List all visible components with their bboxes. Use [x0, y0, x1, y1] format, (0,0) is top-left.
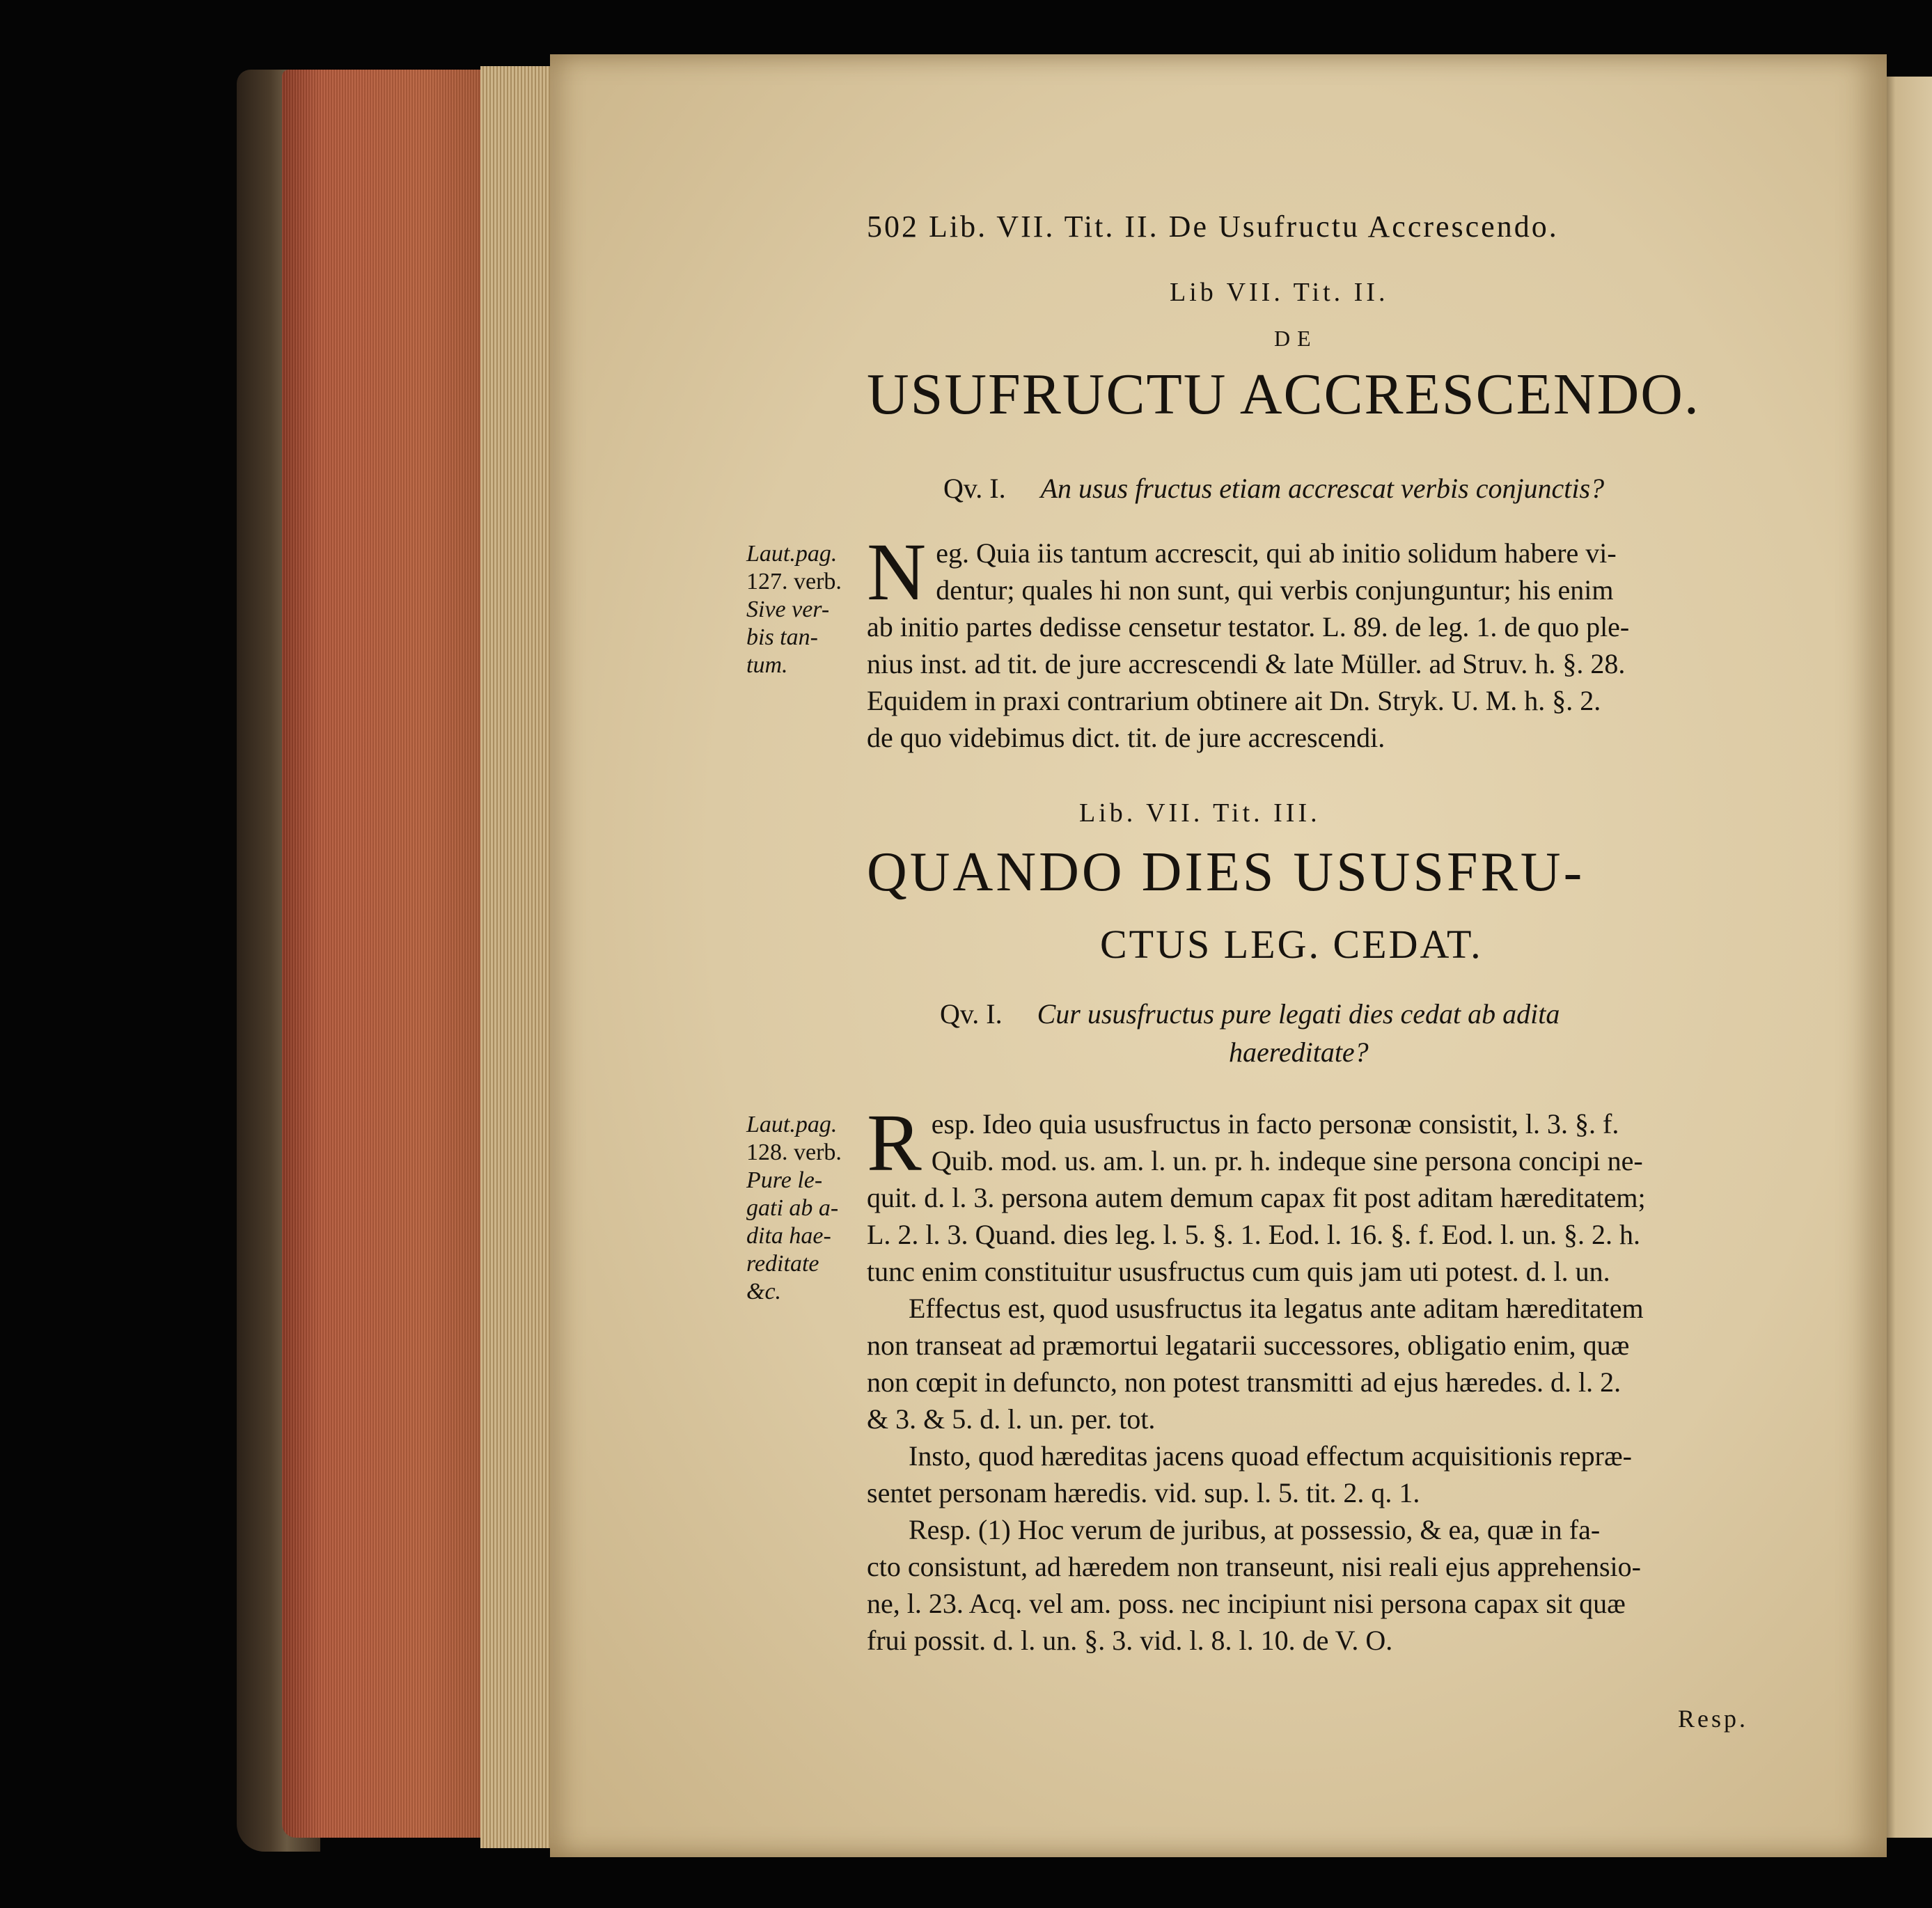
section1-dropcap: N: [867, 526, 927, 617]
margin-line: 127. verb.: [746, 569, 842, 594]
text-line: tunc enim constituitur ususfructus cum quis jam uti potest. d. l. un.: [867, 1256, 1610, 1287]
text-line: non transeat ad præmortui legatarii successores, obligatio enim, quæ: [867, 1330, 1630, 1361]
section2-dropcap: R: [867, 1097, 922, 1188]
text-line: ne, l. 23. Acq. vel am. poss. nec incipiunt nisi persona capax sit quæ: [867, 1588, 1626, 1619]
text-line: quit. d. l. 3. persona autem demum capax fit post aditam hæreditatem;: [867, 1182, 1646, 1213]
section2-title-continued: CTUS LEG. CEDAT.: [1100, 922, 1483, 967]
section2-question-continued: [1229, 1036, 1369, 1069]
running-head: 502 Lib. VII. Tit. II. De Usufructu Accrescendo.: [867, 210, 1559, 244]
margin-line: &c.: [746, 1279, 782, 1304]
text-line: Effectus est, quod ususfructus ita legatus ante aditam hæreditatem: [909, 1293, 1644, 1324]
margin-line: 128. verb.: [746, 1140, 842, 1165]
text-line: ab initio partes dedisse censetur testator. L. 89. de leg. 1. de quo ple-: [867, 611, 1630, 642]
margin-line: tum.: [746, 652, 788, 678]
margin-line: Laut.pag.: [746, 541, 838, 567]
section2-qv-text2: haereditate?: [1229, 1036, 1369, 1068]
section1-margin-note: [746, 540, 886, 679]
text-line: Quib. mod. us. am. l. un. pr. h. indeque sine persona concipi ne-: [931, 1145, 1643, 1176]
text-line: eg. Quia iis tantum accrescit, qui ab initio solidum habere vi-: [936, 537, 1617, 569]
section2-lib-tit: Lib. VII. Tit. III.: [1079, 798, 1321, 828]
facing-page-edge: [1880, 77, 1932, 1838]
text-line: L. 2. l. 3. Quand. dies leg. l. 5. §. 1. Eod. l. 16. §. f. Eod. l. un. §. 2. h.: [867, 1219, 1641, 1250]
section2-body: [867, 1097, 1754, 1659]
book-page: [550, 54, 1887, 1857]
section1-question: [943, 472, 1604, 505]
text-line: & 3. & 5. d. l. un. per. tot.: [867, 1403, 1156, 1435]
margin-line: Sive ver-: [746, 597, 830, 622]
text-line: esp. Ideo quia ususfructus in facto personæ consistit, l. 3. §. f.: [931, 1108, 1619, 1140]
text-line: non cœpit in defuncto, non potest transmitti ad ejus hæredes. d. l. 2.: [867, 1366, 1621, 1398]
section1-de: DE: [1274, 326, 1318, 351]
section2-qv-label: Qv. I.: [940, 998, 1003, 1030]
page-stack: [480, 66, 557, 1848]
text-line: sentet personam hæredis. vid. sup. l. 5. tit. 2. q. 1.: [867, 1477, 1420, 1508]
text-line: Insto, quod hæreditas jacens quoad effectum acquisitionis repræ-: [909, 1440, 1633, 1472]
section1-lib-tit: Lib VII. Tit. II.: [1170, 278, 1389, 307]
text-line: cto consistunt, ad hæredem non transeunt, nisi reali ejus apprehensio-: [867, 1551, 1641, 1582]
section1-qv-text: An usus fructus etiam accrescat verbis conjunctis?: [1040, 473, 1605, 504]
text-line: de quo videbimus dict. tit. de jure accrescendi.: [867, 722, 1385, 753]
text-line: frui possit. d. l. un. §. 3. vid. l. 8. l. 10. de V. O.: [867, 1625, 1393, 1656]
margin-line: bis tan-: [746, 624, 818, 650]
text-line: Resp. (1) Hoc verum de juribus, at possessio, & ea, quæ in fa-: [909, 1514, 1601, 1545]
text-line: nius inst. ad tit. de jure accrescendi & late Müller. ad Struv. h. §. 28.: [867, 648, 1626, 679]
section1-qv-label: Qv. I.: [943, 473, 1006, 504]
margin-line: dita hae-: [746, 1223, 831, 1249]
margin-line: Laut.pag.: [746, 1112, 838, 1137]
section1-title: USUFRUCTU ACCRESCENDO.: [867, 362, 1700, 427]
section2-title: QUANDO DIES USUSFRU-: [867, 842, 1585, 903]
margin-line: Pure le-: [746, 1167, 823, 1193]
section2-margin-note: [746, 1111, 886, 1306]
section2-question: [940, 998, 1560, 1030]
catchword: Resp.: [1678, 1705, 1748, 1733]
section1-body: [867, 526, 1754, 756]
margin-line: gati ab a-: [746, 1195, 839, 1221]
margin-line: reditate: [746, 1251, 819, 1277]
section2-qv-text: Cur ususfructus pure legati dies cedat ab adita: [1037, 998, 1560, 1030]
text-line: Equidem in praxi contrarium obtinere ait Dn. Stryk. U. M. h. §. 2.: [867, 685, 1601, 716]
text-line: dentur; quales hi non sunt, qui verbis conjunguntur; his enim: [936, 574, 1614, 606]
